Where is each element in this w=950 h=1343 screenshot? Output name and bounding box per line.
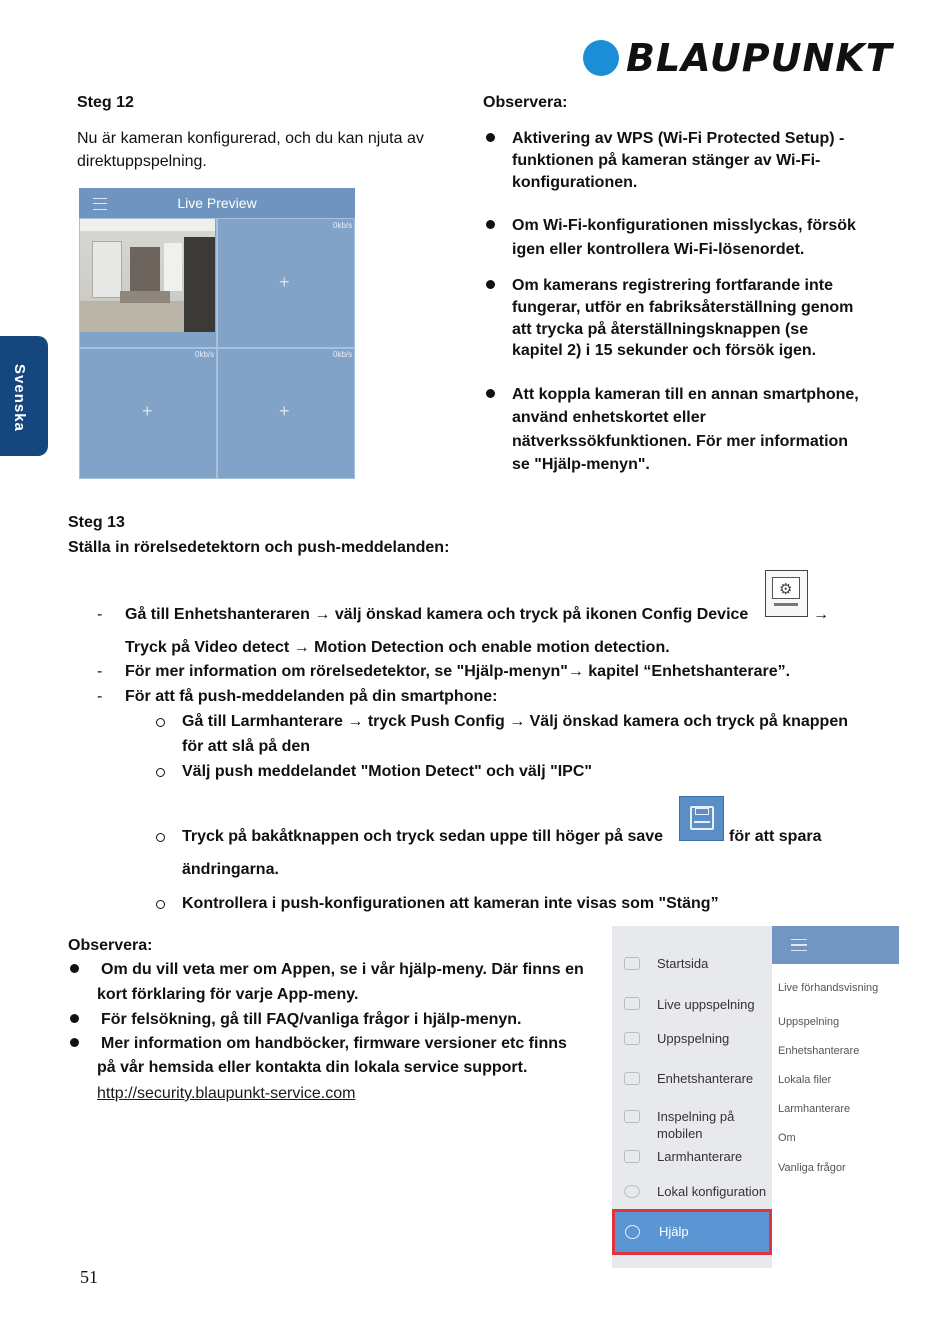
add-camera-icon: +: [279, 272, 290, 292]
bullet-dot-icon: [70, 1038, 79, 1047]
note-bottom-b2: För felsökning, gå till FAQ/vanliga frågor i hjälp-menyn.: [101, 1011, 522, 1028]
list-dash: -: [97, 688, 103, 705]
note-right-bullet4-line2: använd enhetskortet eller: [512, 409, 706, 426]
note-right-bullet2-line2: igen eller kontrollera Wi-Fi-lösenordet.: [512, 241, 805, 258]
help-item-live-forhandsvisning[interactable]: Live förhandsvisning: [778, 982, 879, 994]
brand-logo: BLAUPUNKT: [626, 36, 893, 80]
menu-item-larmhanterare[interactable]: Larmhanterare: [657, 1149, 743, 1164]
bitrate-label: 0kb/s: [195, 350, 215, 359]
home-icon: [624, 957, 640, 970]
note-right-bullet1-line3: konfigurationen.: [512, 174, 638, 191]
note-bottom-b1-line1: Om du vill veta mer om Appen, se i vår hjälp-meny. Där finns en: [101, 961, 584, 978]
note-right-bullet1-line2: funktionen på kameran stänger av Wi-Fi-: [512, 152, 821, 169]
live-preview-screenshot: [79, 188, 355, 479]
note-right-bullet3-line3: att trycka på återställningsknappen (se: [512, 321, 809, 338]
menu-item-uppspelning[interactable]: Uppspelning: [657, 1031, 730, 1046]
step13-sub1-line1: Gå till Larmhanterare → tryck Push Config → Välj önskad kamera och tryck på knappen: [182, 713, 848, 730]
step12-body-line1: Nu är kameran konfigurerad, och du kan njuta av: [77, 130, 424, 147]
menu-item-lokal-konfiguration[interactable]: Lokal konfiguration: [657, 1184, 767, 1199]
step13-item2: För mer information om rörelsedetektor, se "Hjälp-menyn"→ kapitel “Enhetshanterare”.: [125, 663, 791, 680]
menu-right-panel: [772, 926, 899, 1268]
note-right-bullet2-line1: Om Wi-Fi-konfigurationen misslyckas, försök: [512, 217, 856, 234]
note-right-bullet4-line3: nätverkssökfunktionen. För mer information: [512, 433, 849, 450]
sub-bullet-ring-icon: [156, 833, 165, 842]
add-camera-icon: +: [142, 401, 153, 421]
help-item-vanliga-fragor[interactable]: Vanliga frågor: [778, 1162, 846, 1174]
step13-sub3-line2: ändringarna.: [182, 861, 279, 878]
bullet-dot-icon: [486, 280, 495, 289]
sub-bullet-ring-icon: [156, 768, 165, 777]
menu-item-hjalp-highlight[interactable]: [612, 1209, 772, 1255]
recording-icon: [624, 1110, 640, 1123]
step13-title: Steg 13: [68, 514, 125, 531]
step13-subtitle: Ställa in rörelsedetektorn och push-meddelanden:: [68, 539, 450, 556]
arrow-right-icon: →: [813, 606, 829, 623]
bullet-dot-icon: [486, 389, 495, 398]
note-right-bullet4-line1: Att koppla kameran till en annan smartphone,: [512, 386, 859, 403]
menu-item-startsida[interactable]: Startsida: [657, 956, 709, 971]
gear-icon: [624, 1185, 640, 1198]
live-preview-title: Live Preview: [177, 195, 257, 211]
bullet-dot-icon: [486, 220, 495, 229]
menu-item-enhetshanterare[interactable]: Enhetshanterare: [657, 1071, 754, 1086]
help-item-enhetshanterare[interactable]: Enhetshanterare: [778, 1045, 860, 1057]
bullet-dot-icon: [486, 133, 495, 142]
note-bottom-b3-line1: Mer information om handböcker, firmware versioner etc finns: [101, 1035, 567, 1052]
step13-sub4: Kontrollera i push-konfigurationen att kameran inte visas som "Stäng”: [182, 895, 719, 912]
app-menu-screenshot: [612, 926, 899, 1268]
note-bottom-title: Observera:: [68, 937, 153, 954]
sub-bullet-ring-icon: [156, 718, 165, 727]
support-link[interactable]: http://security.blaupunkt-service.com: [97, 1085, 356, 1102]
help-icon: [625, 1225, 640, 1239]
list-dash: -: [97, 663, 103, 680]
note-right-bullet3-line1: Om kamerans registrering fortfarande inte: [512, 277, 833, 294]
step13-sub3-line1: Tryck på bakåtknappen och tryck sedan uppe till höger på save: [182, 828, 664, 845]
device-icon: [624, 1072, 640, 1085]
step13-sub3-tail: för att spara: [729, 828, 822, 845]
list-dash: -: [97, 606, 103, 623]
step13-sub1-line2: för att slå på den: [182, 738, 311, 755]
bullet-dot-icon: [70, 964, 79, 973]
menu-item-inspelning-line2[interactable]: mobilen: [657, 1126, 703, 1141]
alarm-icon: [624, 1150, 640, 1163]
note-right-bullet1-line1: Aktivering av WPS (Wi-Fi Protected Setup) -: [512, 130, 845, 147]
help-item-larmhanterare[interactable]: Larmhanterare: [778, 1103, 851, 1115]
help-item-uppspelning[interactable]: Uppspelning: [778, 1016, 840, 1028]
step12-title: Steg 12: [77, 94, 134, 111]
note-right-title: Observera:: [483, 94, 568, 111]
note-bottom-b3-line2: på vår hemsida eller kontakta din lokala service support.: [97, 1059, 528, 1076]
menu-item-live[interactable]: Live uppspelning: [657, 997, 755, 1012]
bitrate-label: 0kb/s: [333, 221, 353, 230]
page-number: 51: [80, 1267, 98, 1287]
config-device-icon: ⚙: [765, 570, 808, 617]
note-right-bullet3-line4: kapitel 2) i 15 sekunder och försök igen.: [512, 342, 817, 359]
language-label: Svenska: [11, 364, 28, 432]
save-icon: [679, 796, 724, 841]
help-item-lokala-filer[interactable]: Lokala filer: [778, 1074, 832, 1086]
playback-icon: [624, 1032, 640, 1045]
note-right-bullet3-line2: fungerar, utför en fabriksåterställning genom: [512, 299, 854, 316]
step12-body-line2: direktuppspelning.: [77, 153, 207, 170]
sub-bullet-ring-icon: [156, 900, 165, 909]
menu-item-inspelning-line1[interactable]: Inspelning på: [657, 1109, 735, 1124]
language-side-tab: [0, 336, 48, 456]
live-icon: [624, 997, 640, 1010]
menu-item-hjalp[interactable]: Hjälp: [659, 1224, 689, 1239]
note-right-bullet4-line4: se "Hjälp-menyn".: [512, 456, 650, 473]
logo-dot-icon: [583, 40, 619, 76]
step13-item3: För att få push-meddelanden på din smartphone:: [125, 688, 498, 705]
step13-sub2: Välj push meddelandet "Motion Detect" och välj "IPC": [182, 763, 592, 780]
step13-item1-line2: Tryck på Video detect → Motion Detection och enable motion detection.: [125, 639, 670, 656]
add-camera-icon: +: [279, 401, 290, 421]
live-preview-header: [79, 188, 355, 218]
help-item-om[interactable]: Om: [778, 1132, 796, 1144]
bitrate-label: 0kb/s: [333, 350, 353, 359]
step13-item1-line1: Gå till Enhetshanteraren → välj önskad kamera och tryck på ikonen Config Device: [125, 606, 749, 623]
camera-room-image: [80, 219, 215, 332]
menu-right-header: [772, 926, 899, 964]
bullet-dot-icon: [70, 1014, 79, 1023]
note-bottom-b1-line2: kort förklaring för varje App-meny.: [97, 986, 359, 1003]
